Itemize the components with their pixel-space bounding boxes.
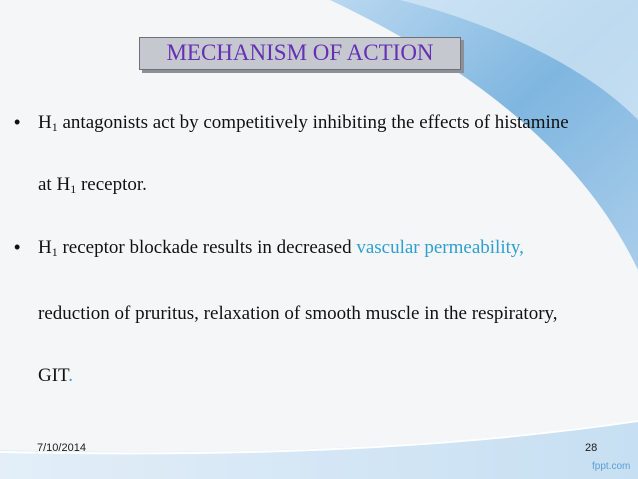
bullet-marker: • [14,237,21,257]
slide-title: MECHANISM OF ACTION [166,40,434,65]
bullet-1-line-1 [38,112,569,134]
subscript-1: 1 [51,245,58,259]
bullet-1-line-2-text: receptor. [76,174,147,195]
title-box [139,37,461,70]
subscript-1: 1 [70,182,77,196]
bullet-1-line-2-prefix: at H [38,174,71,195]
bullet-marker: • [14,112,21,132]
subscript-1: 1 [51,120,58,134]
h-symbol: H [38,237,52,258]
bullet-2-line-3 [38,365,73,387]
highlighted-term: vascular permeability, [356,237,524,258]
bullet-2-line-1 [38,237,524,259]
bullet-2-line-3-text: GIT [38,365,69,386]
h-symbol: H [38,112,52,133]
page-number: 28 [585,442,598,454]
bullet-1-line-2 [38,174,147,196]
bullet-1-text: antagonists act by competitively inhibiting the effects of histamine [57,112,569,133]
brand-watermark: fppt.com [592,461,631,472]
bullet-2-line-2: reduction of pruritus, relaxation of smooth muscle in the respiratory, [38,303,558,324]
footer-date: 7/10/2014 [37,442,86,454]
bullet-2-text: receptor blockade results in decreased [57,237,357,258]
highlighted-period: . [68,365,73,386]
